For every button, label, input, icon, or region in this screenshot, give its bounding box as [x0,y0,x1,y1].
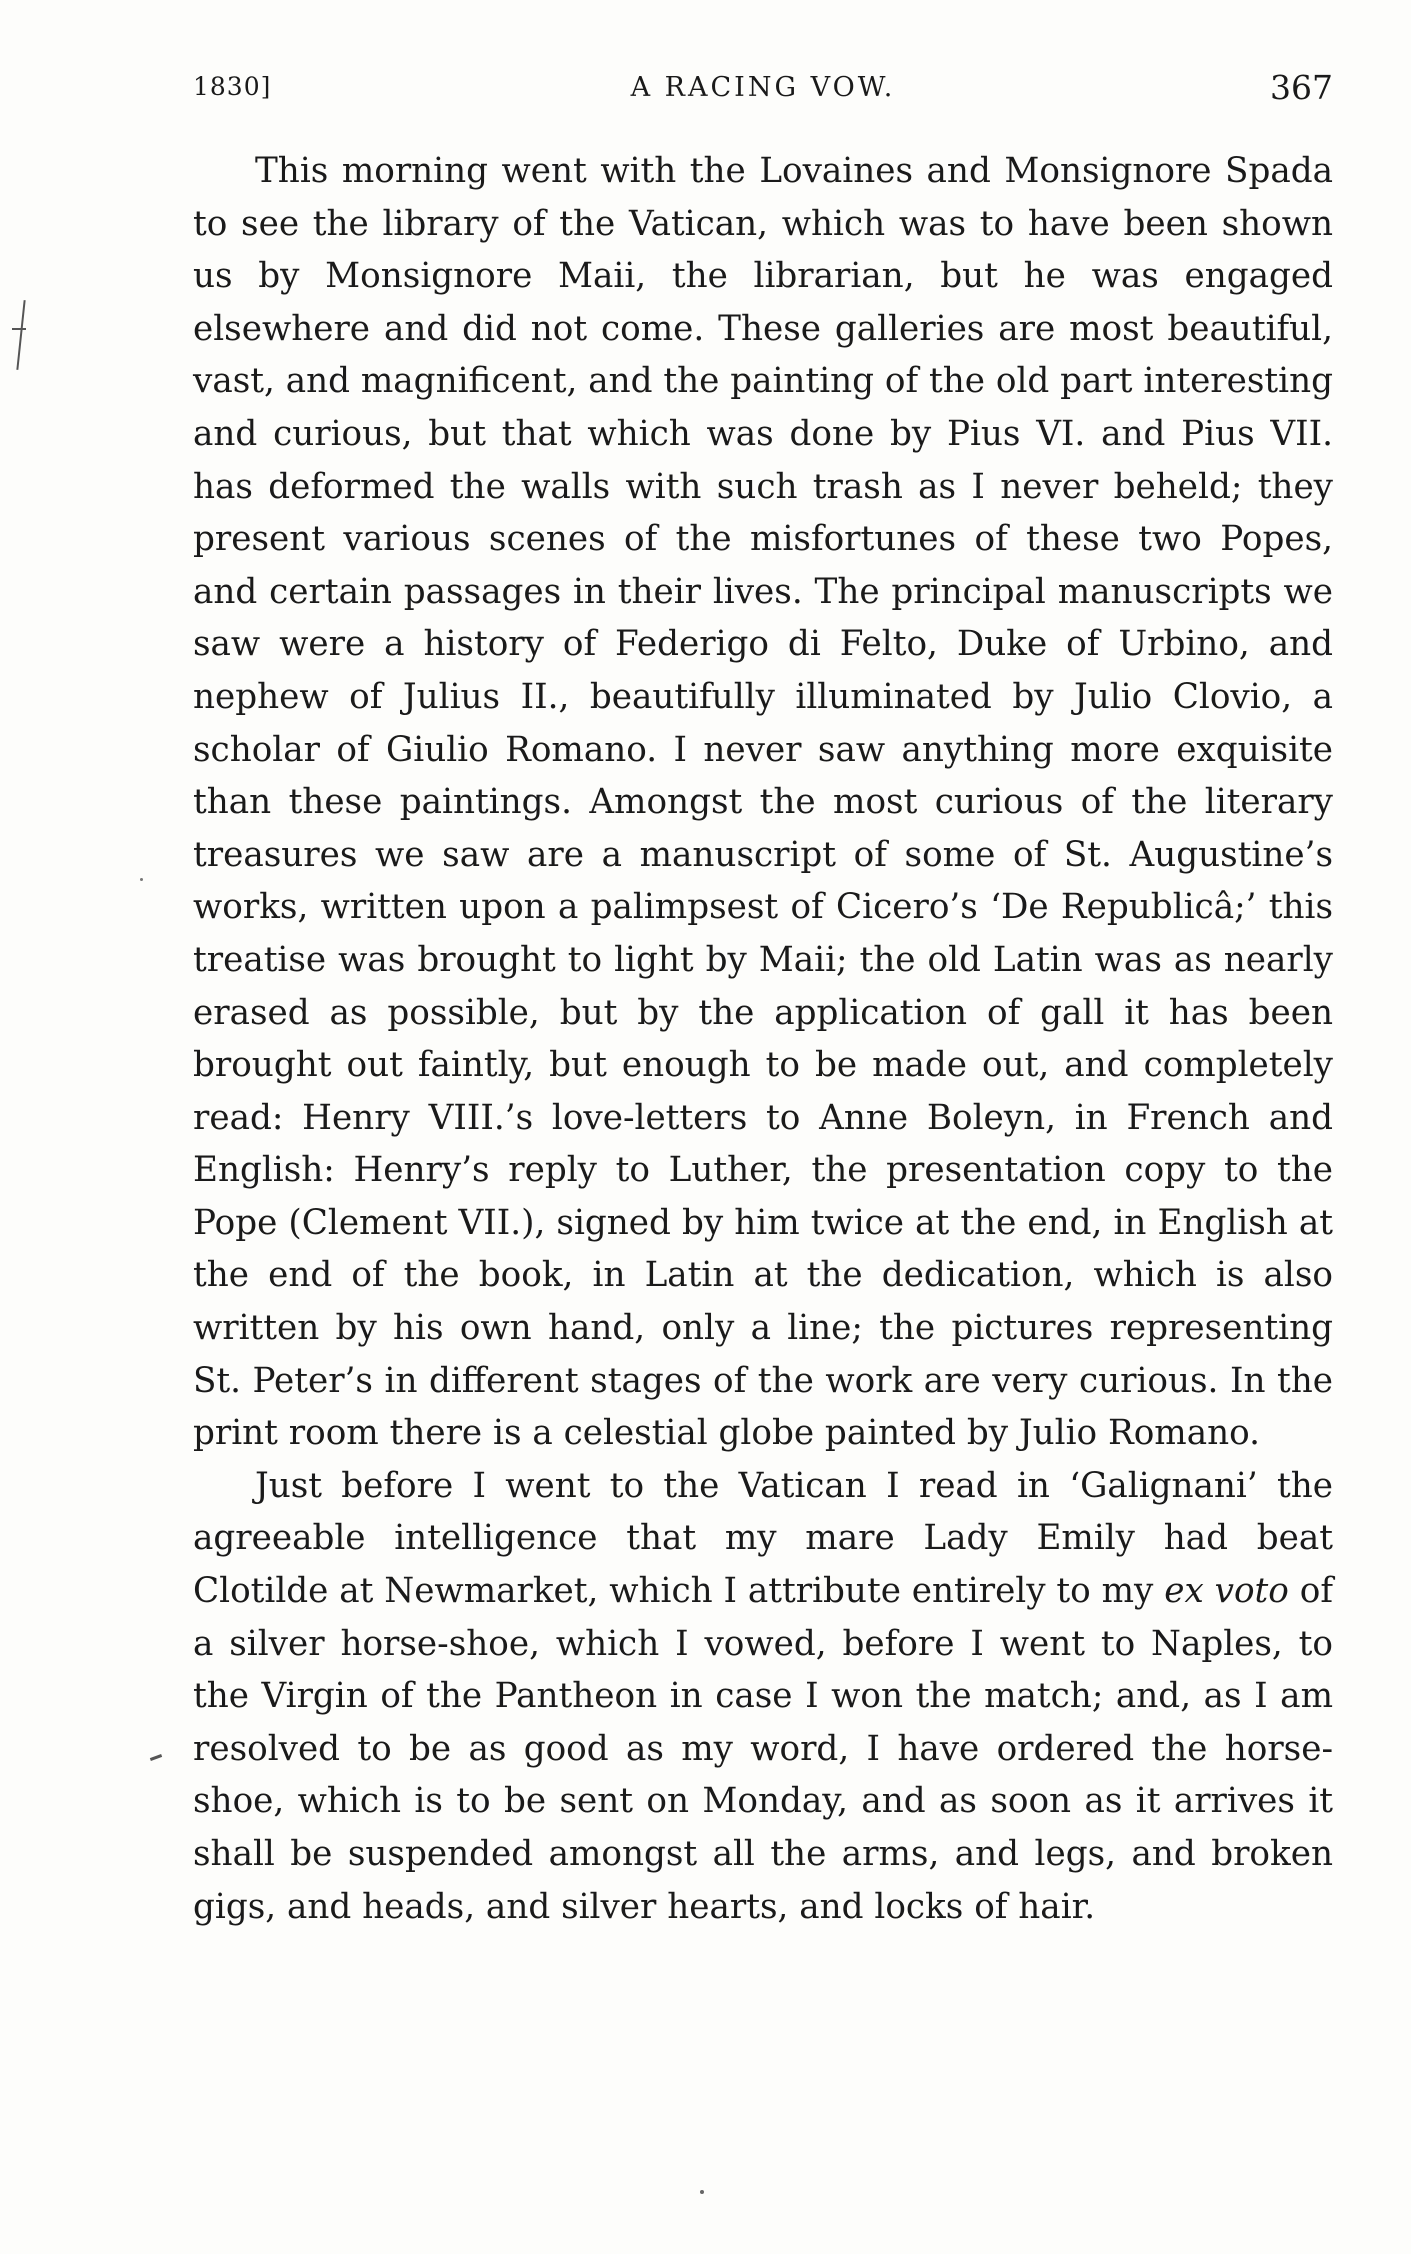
running-head-title: A RACING VOW. [630,72,896,103]
margin-pencil-mark [18,300,24,370]
body-text [193,145,1333,1933]
paragraph-vatican-library: This morning went with the Lovaines and Monsignore Spada to see the library of the Vatican, which was to have been shown us by Monsignore Maii, the librarian, but he was engaged elsewhere and did not come. These galleries are most beautiful, vast, and magnificent, and the painting of the old part interesting and curious, but that which was done by Pius VI. and Pius VII. has deformed the walls with such trash as I never beheld; they present various scenes of the misfortunes of these two Popes, and certain passages in their lives. The principal manuscripts we saw were a history of Federigo di Felto, Duke of Urbino, and nephew of Julius II., beautifully illuminated by Julio Clovio, a scholar of Giulio Romano. I never saw anything more exquisite than these paintings. Amongst the most curious of the literary treasures we saw are a manuscript of some of St. Augustine’s works, written upon a palimpsest of Cicero’s ‘De Republicâ;’ this treatise was brought to light by Maii; the old Latin was as nearly erased as possible, but by the application of gall it has been brought out faintly, but enough to be made out, and completely read: Henry VIII.’s love-letters to Anne Boleyn, in French and English: Henry’s reply to Luther, the presentation copy to the Pope (Clement VII.), signed by him twice at the end, in English at the end of the book, in Latin at the dedication, which is also written by his own hand, only a line; the pictures representing St. Peter’s in different stages of the work are very curious. In the print room there is a celestial globe painted by Julio Romano. [193,151,1333,1454]
running-head [193,68,1333,118]
running-head-year: 1830] [193,72,272,101]
paragraph-racing-vow-text-end: of a silver horse-shoe, which I vowed, before I went to Naples, to the Virgin of the Pantheon in case I won the match; and, as I am resolved to be as good as my word, I have ordered the horse-shoe, which is to be sent on Monday, and as soon as it arrives it shall be suspended amongst all the arms, and legs, and broken gigs, and heads, and silver hearts, and locks of hair. [193,1571,1333,1927]
margin-tick-mark [150,1754,162,1761]
paragraph-racing-vow [193,1460,1333,1933]
ex-voto-italic: ex voto [1164,1571,1289,1612]
bottom-dot-mark [700,2190,704,2194]
page-number: 367 [1270,68,1333,107]
paragraph-racing-vow-text-start: Just before I went to the Vatican I read in ‘Galignani’ the agreeable intelligence that my mare Lady Emily had beat Clotilde at Newmarket, which I attribute entirely to my [193,1465,1333,1612]
margin-dot-mark [140,878,143,881]
